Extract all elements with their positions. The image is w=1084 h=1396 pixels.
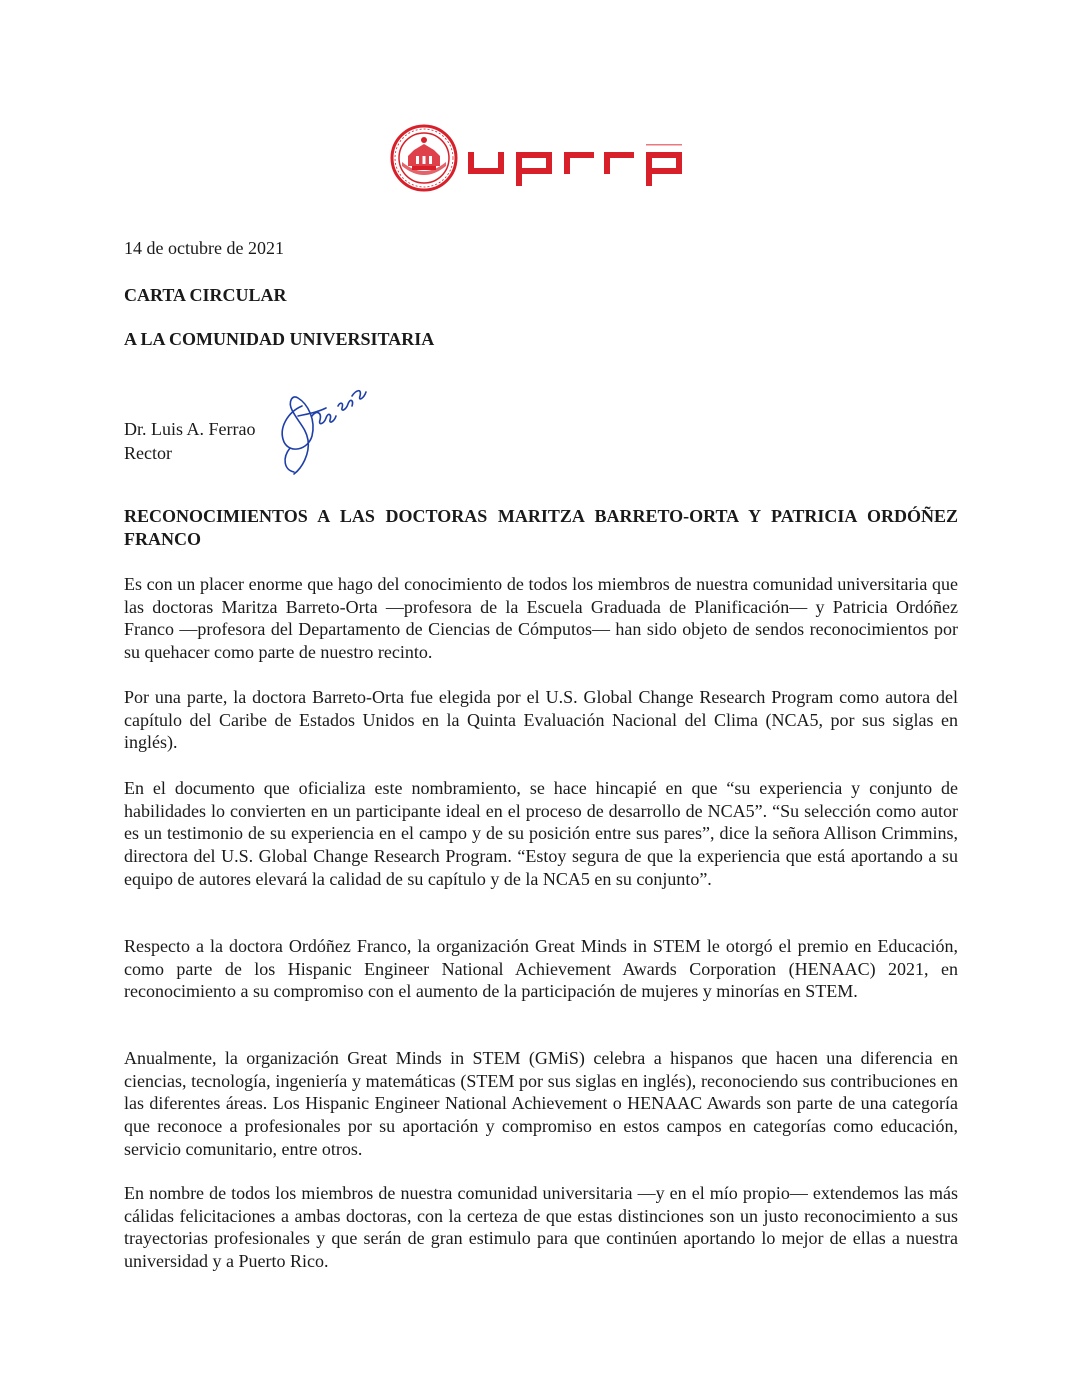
letter-audience: A LA COMUNIDAD UNIVERSITARIA bbox=[124, 329, 435, 349]
body-paragraph: En nombre de todos los miembros de nuestra comunidad universitaria —y en el mío propio— extendemos las más cálidas felicitaciones a ambas doctoras, con la certeza de que estas distinciones son un justo reconocimiento a sus trayectorias profesionales y que serán de gran estimulo para que continúen aportando lo mejor de ellas a nuestra universidad y a Puerto Rico. bbox=[124, 1183, 958, 1272]
letter-date: 14 de octubre de 2021 bbox=[124, 238, 284, 258]
body-paragraph: Respecto a la doctora Ordóñez Franco, la organización Great Minds in STEM le otorgó el premio en Educación, como parte de los Hispanic Engineer National Achievement Awards Corporation (HENAAC) 2021, en reconocimiento a su compromiso con el aumento de la participación de mujeres y minorías en STEM. bbox=[124, 936, 958, 1002]
sender-name: Dr. Luis A. Ferrao bbox=[124, 419, 256, 439]
handwritten-signature-icon bbox=[268, 376, 372, 480]
body-paragraph: Es con un placer enorme que hago del conocimiento de todos los miembros de nuestra comunidad universitaria que las doctoras Maritza Barreto-Orta —profesora de la Escuela Graduada de Planificación— y Patricia Ordóñez Franco —profesora del Departamento de Ciencias de Cómputos— han sido objeto de sendos reconocimientos por su quehacer como parte de nuestro recinto. bbox=[124, 574, 958, 663]
letter-type: CARTA CIRCULAR bbox=[124, 285, 287, 305]
body-paragraph: En el documento que oficializa este nombramiento, se hace hincapié en que “su experiencia y conjunto de habilidades lo convierten en un participante ideal en el proceso de desarrollo de NCA5”. “Su selección como autor es un testimonio de su experiencia en el campo y de su posición entre sus pares”, dice la señora Allison Crimmins, directora del U.S. Global Change Research Program. “Estoy segura de que la experiencia que está aportando a su equipo de autores elevará la calidad de su capítulo y de la NCA5 en su conjunto”. bbox=[124, 778, 958, 889]
body-paragraph: Por una parte, la doctora Barreto-Orta fue elegida por el U.S. Global Change Research Program como autora del capítulo del Caribe de Estados Unidos en la Quinta Evaluación Nacional del Clima (NCA5, por sus siglas en inglés). bbox=[124, 687, 958, 753]
letter-subject: RECONOCIMIENTOS A LAS DOCTORAS MARITZA BARRETO-ORTA Y PATRICIA ORDÓÑEZ FRANCO bbox=[124, 506, 958, 549]
university-seal-icon bbox=[388, 122, 698, 194]
sender-block bbox=[124, 417, 255, 465]
sender-title: Rector bbox=[124, 443, 172, 463]
body-paragraph: Anualmente, la organización Great Minds in STEM (GMiS) celebra a hispanos que hacen una diferencia en ciencias, tecnología, ingeniería y matemáticas (STEM por sus siglas en inglés), reconociendo sus contribuciones en las diferentes áreas. Los Hispanic Engineer National Achievement o HENAAC Awards son parte de una categoría que reconoce a profesionales por su aportación y compromiso en estos campos en categorías como educación, servicio comunitario, entre otros. bbox=[124, 1048, 958, 1159]
university-logo bbox=[388, 122, 698, 194]
